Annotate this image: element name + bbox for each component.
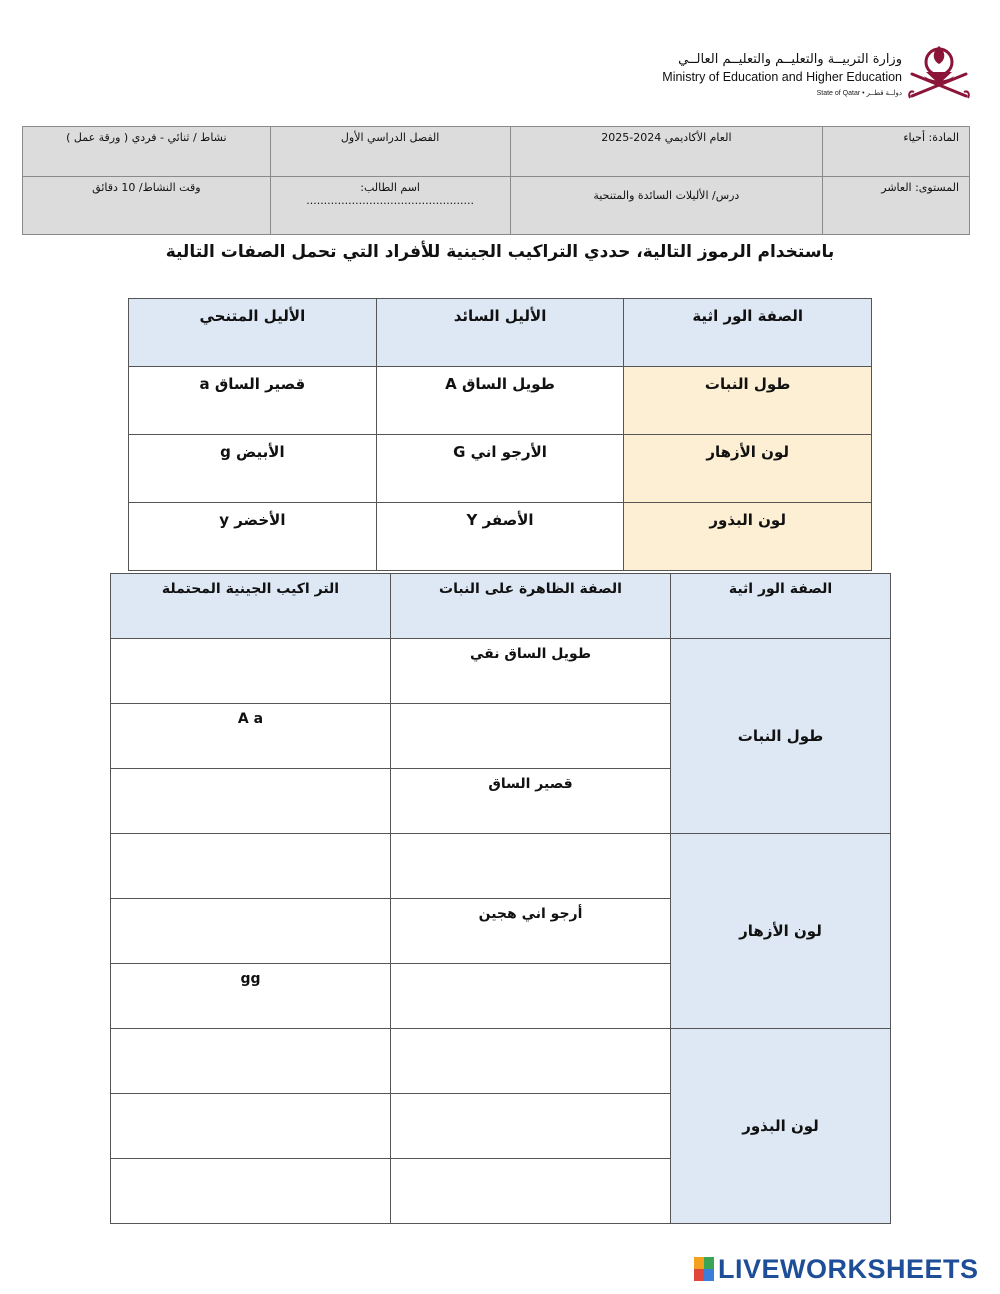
header-trait: الصفة الور اثية [671, 574, 891, 639]
genotype-answer-cell[interactable] [111, 1159, 391, 1224]
activity-time-cell: وقت النشاط/ 10 دقائق [23, 177, 271, 235]
genotype-answer-cell[interactable] [111, 1029, 391, 1094]
activity-type-cell: نشاط / ثنائي - فردي ( ورقة عمل ) [23, 127, 271, 177]
ministry-name-english: Ministry of Education and Higher Education [662, 70, 902, 84]
table-row [129, 367, 872, 435]
trait-cell: لون الأزهار [624, 435, 872, 503]
state-label: State of Qatar • دولــة قطــر [816, 90, 902, 97]
logo-square [694, 1257, 704, 1269]
phenotype-cell[interactable]: أرجو اني هجين [391, 899, 671, 964]
recessive-cell: الأخضر y [129, 503, 377, 571]
ministry-logo [640, 38, 980, 108]
table-row [111, 639, 891, 704]
genotype-answer-cell[interactable] [111, 1094, 391, 1159]
genotypes-worksheet-table [110, 573, 891, 1224]
table-header-row [129, 299, 872, 367]
genotype-answer-cell[interactable] [111, 899, 391, 964]
lesson-cell: درس/ الأليلات السائدة والمتنحية [510, 177, 823, 235]
brand-name: LIVEWORKSHEETS [718, 1253, 979, 1284]
subject-cell: المادة: أحياء [823, 127, 970, 177]
phenotype-cell[interactable] [391, 1094, 671, 1159]
qatar-emblem-icon [904, 38, 974, 106]
genotype-answer-cell[interactable] [111, 834, 391, 899]
trait-cell: طول النبات [624, 367, 872, 435]
liveworksheets-brand[interactable] [694, 1254, 979, 1284]
header-phenotype: الصفة الظاهرة على النبات [391, 574, 671, 639]
genotype-answer-cell[interactable] [111, 769, 391, 834]
logo-square [694, 1269, 704, 1281]
alleles-key-table [128, 298, 872, 571]
phenotype-cell[interactable] [391, 1159, 671, 1224]
dominant-cell: الأصفر Y [376, 503, 624, 571]
header-dominant: الأليل السائد [376, 299, 624, 367]
header-recessive: الأليل المتنحي [129, 299, 377, 367]
recessive-cell: الأبيض g [129, 435, 377, 503]
dominant-cell: الأرجو اني G [376, 435, 624, 503]
dominant-cell: طويل الساق A [376, 367, 624, 435]
header-info-table [22, 126, 970, 235]
semester-cell: الفصل الدراسي الأول [270, 127, 510, 177]
logo-square [704, 1257, 714, 1269]
instruction-text: باستخدام الرموز التالية، حددي التراكيب الجينية للأفراد التي تحمل الصفات التالية [165, 242, 835, 262]
phenotype-cell[interactable] [391, 834, 671, 899]
liveworksheets-logo-icon [694, 1257, 714, 1281]
genotype-answer-cell[interactable]: A a [111, 704, 391, 769]
table-row [111, 834, 891, 899]
phenotype-cell[interactable]: طويل الساق نقي [391, 639, 671, 704]
table-row [129, 503, 872, 571]
table-row [111, 1029, 891, 1094]
trait-cell: لون البذور [624, 503, 872, 571]
ministry-name-arabic: وزارة التربيــة والتعليــم والتعليــم العالــي [678, 52, 902, 67]
genotype-answer-cell[interactable] [111, 639, 391, 704]
genotype-answer-cell[interactable]: gg [111, 964, 391, 1029]
trait-group-cell: لون البذور [671, 1029, 891, 1224]
trait-group-cell: لون الأزهار [671, 834, 891, 1029]
header-trait: الصفة الور اثية [624, 299, 872, 367]
table-row [129, 435, 872, 503]
table-header-row [111, 574, 891, 639]
recessive-cell: قصير الساق a [129, 367, 377, 435]
trait-group-cell: طول النبات [671, 639, 891, 834]
phenotype-cell[interactable] [391, 704, 671, 769]
header-genotypes: التر اكيب الجينية المحتملة [111, 574, 391, 639]
phenotype-cell[interactable]: قصير الساق [391, 769, 671, 834]
level-cell: المستوى: العاشر [823, 177, 970, 235]
phenotype-cell[interactable] [391, 964, 671, 1029]
student-name-cell: اسم الطالب: ................................................ [270, 177, 510, 235]
academic-year-cell: العام الأكاديمي 2024-2025 [510, 127, 823, 177]
logo-square [704, 1269, 714, 1281]
phenotype-cell[interactable] [391, 1029, 671, 1094]
